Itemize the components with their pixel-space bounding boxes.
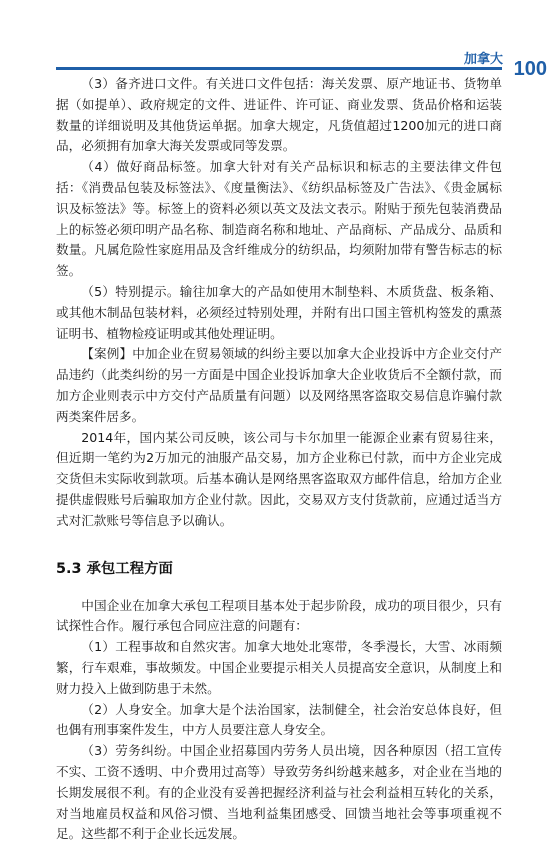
paragraph: （3）备齐进口文件。有关进口文件包括：海关发票、原产地证书、货物单据（如提单）、政府规定的文件、进证件、许可证、商业发票、货品价格和运装数量的详细说明及其他货运单据。加拿大规定，凡货值超过1200加元的进口商品，必须拥有加拿大海关发票或同等发票。 [56,76,502,154]
paragraph: 【案例】中加企业在贸易领域的纠纷主要以加拿大企业投诉中方企业交付产品违约（此类纠纷的另一方面是中国企业投诉加拿大企业收货后不全额付款，而加方企业则表示中方交付产品质量有问题）以及网络黑客盗取交易信息诈骗付款两类案件居多。 [56,346,502,424]
section-title: 5.3 承包工程方面 [56,560,173,577]
paragraph: 2014年，国内某公司反映，该公司与卡尔加里一能源企业素有贸易往来，但近期一笔约为2万加元的油服产品交易，加方企业称已付款，而中方企业完成交货但未实际收到款项。后基本确认是网络黑客盗取双方邮件信息，给加方企业提供虚假账号后骗取加方企业付款。因此，交易双方支付货款前，应通过适当方式对汇款账号等信息予以确认。 [56,429,502,528]
paragraph: （1）工程事故和自然灾害。加拿大地处北寒带，冬季漫长，大雪、冰雨频繁，行车艰难，事故频发。中国企业要提示相关人员提高安全意识，从制度上和财力投入上做到防患于未然。 [56,639,502,696]
paragraph: （2）人身安全。加拿大是个法治国家，法制健全，社会治安总体良好，但也偶有刑事案件发生，中方人员要注意人身安全。 [56,701,502,738]
paragraph: （4）做好商品标签。加拿大针对有关产品标识和标志的主要法律文件包括：《消费品包装及标签法》、《度量衡法》、《纺织品标签及广告法》、《贵金属标识及标签法》等。标签上的资料必须以英文及法文表示。附贴于预先包装消费品上的标签必须印明产品名称、制造商名称和地址、产品商标、产品成分、品质和数量。凡属危险性家庭用品及含纤维成分的纺织品，均须附加带有警告标志的标签。 [56,159,502,279]
paragraph: 中国企业在加拿大承包工程项目基本处于起步阶段，成功的项目很少，只有试探性合作。履行承包合同应注意的问题有： [56,597,502,634]
running-header-label: 加拿大 [463,52,503,67]
page-body [56,74,502,845]
header-rule [56,67,502,70]
paragraph: （5）特别提示。输往加拿大的产品如使用木制垫料、木质货盘、板条箱、或其他木制品包装材料，必须经过特别处理，并附有出口国主管机构签发的熏蒸证明书、植物检疫证明或其他处理证明。 [56,283,502,341]
page-number: 100 [513,58,547,80]
paragraph: （3）劳务纠纷。中国企业招募国内劳务人员出境，因各种原因（招工宣传不实、工资不透明、中介费用过高等）导致劳务纠纷越来越多，对企业在当地的长期发展很不利。有的企业没有妥善把握经济利益与社会利益相互转化的关系，对当地雇员权益和风俗习惯、当地利益集团感受、回馈当地社会等事项重视不足。这些都不利于企业长远发展。 [56,743,502,842]
